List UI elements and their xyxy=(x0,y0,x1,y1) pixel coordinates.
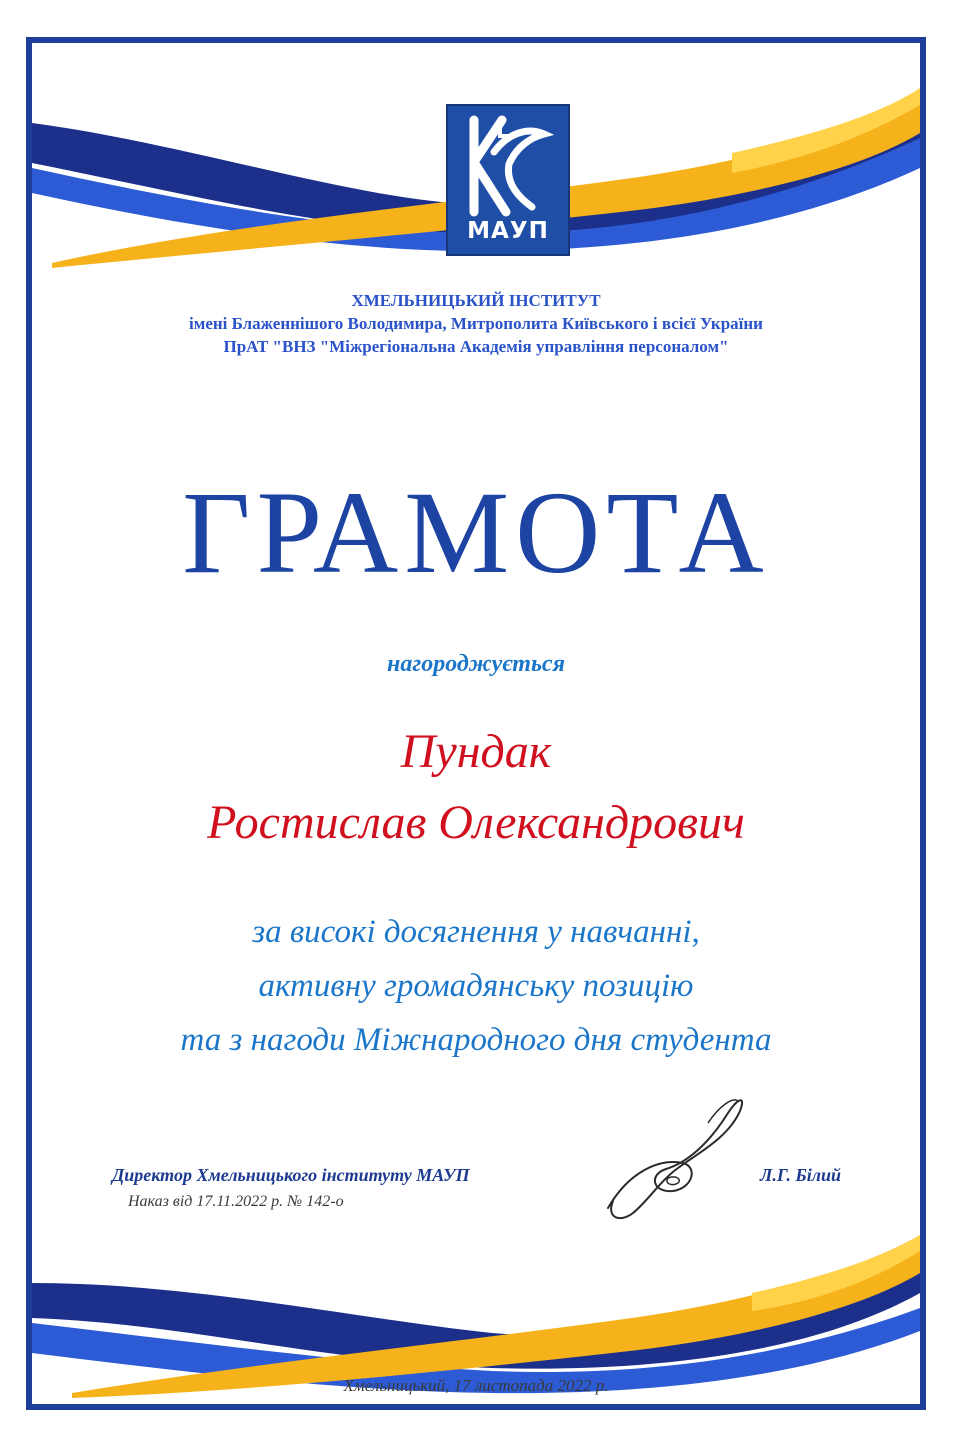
signer-name: Л.Г. Білий xyxy=(760,1165,842,1185)
institute-header xyxy=(32,289,920,358)
institute-line-2: імені Блаженнішого Володимира, Митрополита Київського і всієї України xyxy=(189,314,763,333)
recipient-given-names: Ростислав Олександрович xyxy=(207,796,745,849)
awarded-label: нагороджується xyxy=(387,651,565,677)
reason-line-3: та з нагоди Міжнародного дня студента xyxy=(180,1022,772,1058)
handwritten-signature xyxy=(588,1083,758,1233)
institute-line-1: ХМЕЛЬНИЦЬКИЙ ІНСТИТУТ xyxy=(351,291,601,310)
place-and-date: Хмельницький, 17 листопада 2022 р. xyxy=(343,1376,609,1395)
award-reason xyxy=(32,905,920,1067)
institute-line-3: ПрАТ "ВНЗ "Міжрегіональна Академія управління персоналом" xyxy=(223,337,729,356)
certificate-frame xyxy=(26,37,926,1410)
director-title: Директор Хмельницького інституту МАУП xyxy=(112,1165,470,1185)
maup-logo xyxy=(446,104,570,256)
recipient-surname: Пундак xyxy=(400,725,552,778)
reason-line-1: за високі досягнення у навчанні, xyxy=(252,914,700,950)
order-reference: Наказ від 17.11.2022 р. № 142-о xyxy=(128,1193,344,1210)
certificate-title: ГРАМОТА xyxy=(182,467,770,598)
logo-label: МАУП xyxy=(467,218,549,244)
reason-line-2: активну громадянську позицію xyxy=(258,968,694,1004)
logo-emblem-icon xyxy=(454,112,562,220)
